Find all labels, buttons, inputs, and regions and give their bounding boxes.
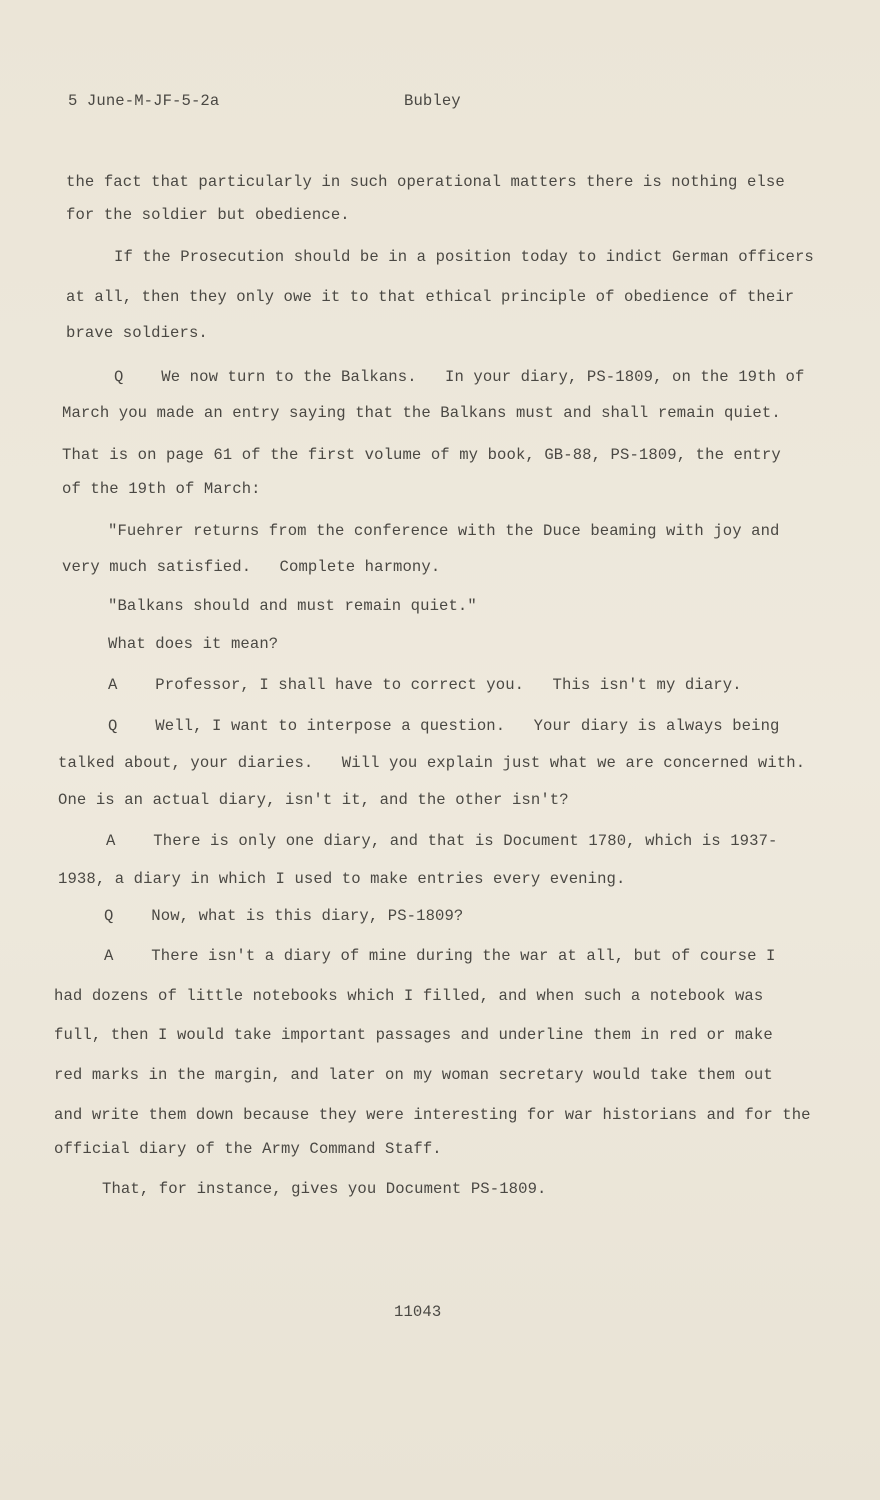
text-line: official diary of the Army Command Staff. bbox=[54, 1140, 442, 1158]
question-line: Q Well, I want to interpose a question. Your diary is always being bbox=[108, 717, 780, 735]
text-line: had dozens of little notebooks which I filled, and when such a notebook was bbox=[54, 987, 764, 1005]
text-line: talked about, your diaries. Will you explain just what we are concerned with. bbox=[58, 754, 806, 772]
text-line: the fact that particularly in such operational matters there is nothing else bbox=[66, 173, 785, 191]
answer-line: A Professor, I shall have to correct you. This isn't my diary. bbox=[108, 676, 742, 694]
question-line: Q Now, what is this diary, PS-1809? bbox=[104, 907, 464, 925]
text-line: That is on page 61 of the first volume of my book, GB-88, PS-1809, the entry bbox=[62, 446, 781, 464]
text-line: red marks in the margin, and later on my woman secretary would take them out bbox=[54, 1066, 773, 1084]
answer-line: A There is only one diary, and that is Document 1780, which is 1937- bbox=[106, 832, 778, 850]
quote-line: very much satisfied. Complete harmony. bbox=[62, 558, 441, 576]
text-line: for the soldier but obedience. bbox=[66, 206, 350, 224]
quote-line: "Balkans should and must remain quiet." bbox=[108, 597, 477, 615]
quote-line: "Fuehrer returns from the conference with the Duce beaming with joy and bbox=[108, 522, 780, 540]
text-line: If the Prosecution should be in a position today to indict German officers bbox=[114, 248, 814, 266]
speaker-name: Bubley bbox=[404, 92, 461, 110]
text-line: March you made an entry saying that the Balkans must and shall remain quiet. bbox=[62, 404, 781, 422]
text-line: That, for instance, gives you Document PS-1809. bbox=[102, 1180, 547, 1198]
question-line: Q We now turn to the Balkans. In your diary, PS-1809, on the 19th of bbox=[114, 368, 805, 386]
page-number: 11043 bbox=[394, 1303, 442, 1321]
text-line: at all, then they only owe it to that ethical principle of obedience of their bbox=[66, 288, 795, 306]
text-line: and write them down because they were interesting for war historians and for the bbox=[54, 1106, 811, 1124]
text-line: brave soldiers. bbox=[66, 324, 208, 342]
text-line: 1938, a diary in which I used to make entries every evening. bbox=[58, 870, 626, 888]
text-line: full, then I would take important passages and underline them in red or make bbox=[54, 1026, 773, 1044]
document-reference: 5 June-M-JF-5-2a bbox=[68, 92, 220, 110]
text-line: One is an actual diary, isn't it, and the other isn't? bbox=[58, 791, 569, 809]
answer-line: A There isn't a diary of mine during the war at all, but of course I bbox=[104, 947, 776, 965]
text-line: What does it mean? bbox=[108, 635, 279, 653]
text-line: of the 19th of March: bbox=[62, 480, 261, 498]
